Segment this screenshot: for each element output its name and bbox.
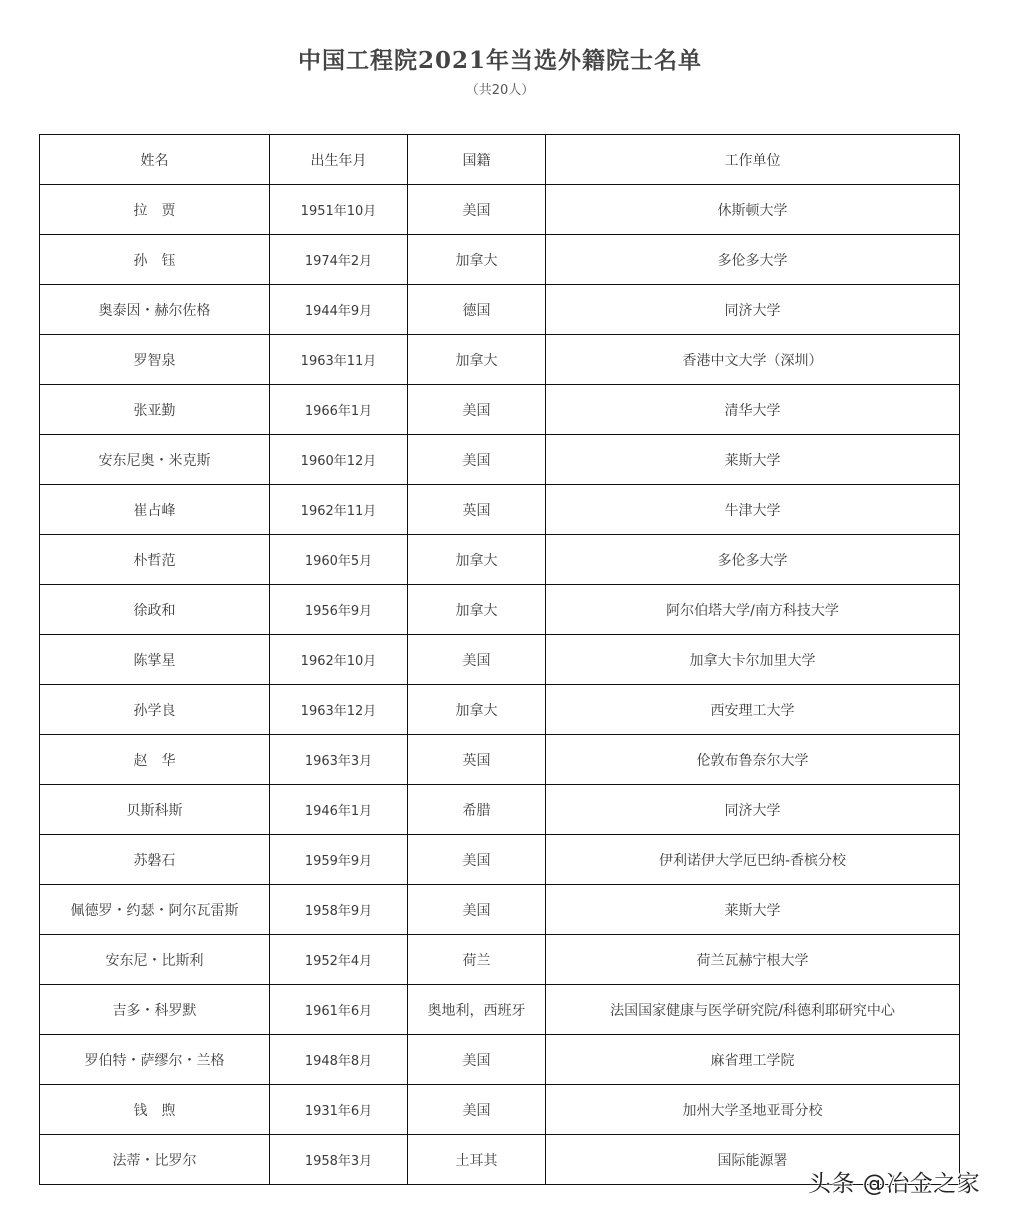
cell-employer: 多伦多大学 [546,235,960,285]
cell-birth: 1962年11月 [270,485,408,535]
table-row [40,735,960,785]
cell-name: 罗智泉 [40,335,270,385]
cell-name: 孙学良 [40,685,270,735]
cell-name: 徐政和 [40,585,270,635]
cell-birth: 1966年1月 [270,385,408,435]
cell-birth: 1963年11月 [270,335,408,385]
cell-birth: 1958年9月 [270,885,408,935]
cell-name: 罗伯特・萨缪尔・兰格 [40,1035,270,1085]
cell-name: 张亚勤 [40,385,270,435]
cell-name: 安东尼・比斯利 [40,935,270,985]
cell-birth: 1963年12月 [270,685,408,735]
cell-birth: 1960年5月 [270,535,408,585]
cell-employer: 国际能源署 [546,1135,960,1185]
cell-nationality: 美国 [408,635,546,685]
table-row [40,685,960,735]
cell-employer: 香港中文大学（深圳） [546,335,960,385]
watermark: 头条 @冶金之家 [808,1171,981,1197]
table-row [40,1035,960,1085]
cell-nationality: 美国 [408,885,546,935]
cell-nationality: 奥地利，西班牙 [408,985,546,1035]
cell-employer: 法国国家健康与医学研究院/科德利耶研究中心 [546,985,960,1035]
table-row [40,185,960,235]
cell-birth: 1974年2月 [270,235,408,285]
cell-name: 佩德罗・约瑟・阿尔瓦雷斯 [40,885,270,935]
cell-employer: 加州大学圣地亚哥分校 [546,1085,960,1135]
cell-name: 崔占峰 [40,485,270,535]
cell-birth: 1960年12月 [270,435,408,485]
header-birth: 出生年月 [270,135,408,185]
table-row [40,935,960,985]
cell-employer: 清华大学 [546,385,960,435]
cell-employer: 伦敦布鲁奈尔大学 [546,735,960,785]
cell-nationality: 美国 [408,1085,546,1135]
cell-birth: 1946年1月 [270,785,408,835]
cell-birth: 1951年10月 [270,185,408,235]
table-row [40,435,960,485]
table-row [40,585,960,635]
cell-nationality: 美国 [408,835,546,885]
cell-birth: 1948年8月 [270,1035,408,1085]
cell-nationality: 加拿大 [408,335,546,385]
cell-name: 孙 钰 [40,235,270,285]
cell-name: 朴哲范 [40,535,270,585]
cell-birth: 1944年9月 [270,285,408,335]
cell-nationality: 加拿大 [408,585,546,635]
cell-nationality: 加拿大 [408,535,546,585]
cell-name: 钱 煦 [40,1085,270,1135]
cell-employer: 西安理工大学 [546,685,960,735]
cell-nationality: 德国 [408,285,546,335]
table-row [40,885,960,935]
cell-name: 陈掌星 [40,635,270,685]
cell-employer: 休斯顿大学 [546,185,960,235]
table-row [40,235,960,285]
cell-birth: 1961年6月 [270,985,408,1035]
header-name: 姓名 [40,135,270,185]
table-row [40,485,960,535]
table-row [40,985,960,1035]
cell-nationality: 希腊 [408,785,546,835]
academician-table [39,134,960,1185]
cell-nationality: 美国 [408,435,546,485]
table-row [40,385,960,435]
cell-name: 赵 华 [40,735,270,785]
cell-nationality: 美国 [408,385,546,435]
cell-name: 安东尼奥・米克斯 [40,435,270,485]
cell-nationality: 荷兰 [408,935,546,985]
cell-employer: 同济大学 [546,785,960,835]
cell-employer: 牛津大学 [546,485,960,535]
table-row [40,635,960,685]
cell-birth: 1956年9月 [270,585,408,635]
cell-birth: 1952年4月 [270,935,408,985]
cell-name: 吉多・科罗默 [40,985,270,1035]
cell-nationality: 美国 [408,185,546,235]
cell-employer: 伊利诺伊大学厄巴纳-香槟分校 [546,835,960,885]
table-row [40,285,960,335]
table-header-row [40,135,960,185]
table-row [40,335,960,385]
table-row [40,835,960,885]
page-subtitle: （共20人） [465,83,535,98]
cell-birth: 1963年3月 [270,735,408,785]
header-nationality: 国籍 [408,135,546,185]
cell-birth: 1959年9月 [270,835,408,885]
cell-employer: 莱斯大学 [546,435,960,485]
cell-name: 法蒂・比罗尔 [40,1135,270,1185]
cell-nationality: 土耳其 [408,1135,546,1185]
cell-name: 拉 贾 [40,185,270,235]
cell-birth: 1962年10月 [270,635,408,685]
cell-name: 贝斯科斯 [40,785,270,835]
table-row [40,1085,960,1135]
cell-employer: 加拿大卡尔加里大学 [546,635,960,685]
cell-nationality: 美国 [408,1035,546,1085]
cell-employer: 阿尔伯塔大学/南方科技大学 [546,585,960,635]
cell-birth: 1931年6月 [270,1085,408,1135]
cell-employer: 同济大学 [546,285,960,335]
cell-nationality: 加拿大 [408,235,546,285]
cell-nationality: 英国 [408,735,546,785]
cell-employer: 麻省理工学院 [546,1035,960,1085]
table-row [40,785,960,835]
cell-name: 苏磐石 [40,835,270,885]
cell-name: 奥泰因・赫尔佐格 [40,285,270,335]
cell-employer: 多伦多大学 [546,535,960,585]
cell-nationality: 加拿大 [408,685,546,735]
cell-employer: 荷兰瓦赫宁根大学 [546,935,960,985]
header-employer: 工作单位 [546,135,960,185]
cell-birth: 1958年3月 [270,1135,408,1185]
table-row [40,535,960,585]
cell-nationality: 英国 [408,485,546,535]
cell-employer: 莱斯大学 [546,885,960,935]
page-title: 中国工程院2021年当选外籍院士名单 [297,47,702,74]
